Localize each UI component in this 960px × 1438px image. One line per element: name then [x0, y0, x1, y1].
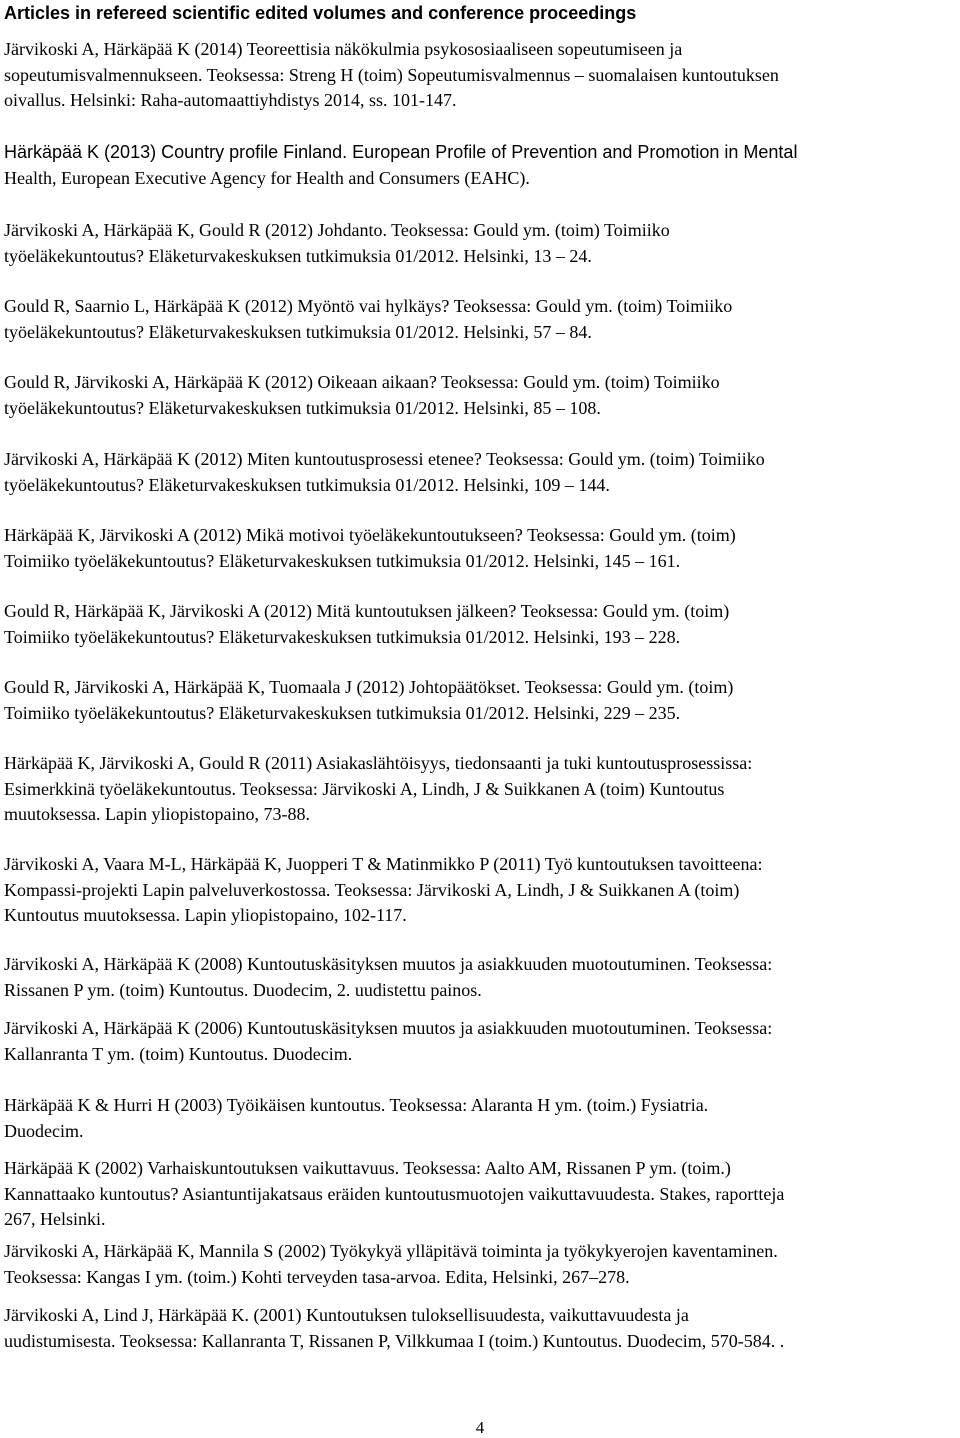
- section-heading: Articles in refereed scientific edited volumes and conference proceedings: [4, 3, 637, 23]
- reference-line: työeläkekuntoutus? Eläketurvakeskuksen tutkimuksia 01/2012. Helsinki, 109 – 144.: [4, 474, 610, 495]
- reference-line: Härkäpää K & Hurri H (2003) Työikäisen kuntoutus. Teoksessa: Alaranta H ym. (toim.) Fysiatria.: [4, 1095, 709, 1115]
- reference-entry: [4, 218, 670, 269]
- reference-entry: [4, 599, 729, 650]
- reference-line: Esimerkkinä työeläkekuntoutus. Teoksessa: Järvikoski A, Lindh, J & Suikkanen A (toim) Kuntoutus: [4, 778, 725, 799]
- reference-line: oivallus. Helsinki: Raha-automaattiyhdistys 2014, ss. 101-147.: [4, 90, 457, 110]
- reference-entry: [4, 852, 762, 929]
- reference-entry: [4, 447, 765, 498]
- page-number: 4: [475, 1418, 485, 1437]
- reference-line: Härkäpää K (2013) Country profile Finland. European Profile of Prevention and Promotion in Mental: [4, 142, 798, 162]
- document-page: [4, 0, 954, 1351]
- reference-line: 267, Helsinki.: [4, 1209, 106, 1229]
- reference-entry: [4, 1016, 772, 1067]
- reference-line: Härkäpää K, Järvikoski A, Gould R (2011) Asiakaslähtöisyys, tiedonsaanti ja tuki kuntoutusprosessissa:: [4, 753, 753, 773]
- reference-entry: [4, 523, 736, 574]
- reference-line: Järvikoski A, Härkäpää K (2014) Teoreettisia näkökulmia psykososiaaliseen sopeutumiseen ja: [4, 39, 683, 59]
- reference-line: Järvikoski A, Härkäpää K (2008) Kuntoutuskäsityksen muutos ja asiakkuuden muotoutuminen. Teoksessa:: [4, 954, 773, 974]
- reference-line: Toimiiko työeläkekuntoutus? Eläketurvakeskuksen tutkimuksia 01/2012. Helsinki, 145 – 161.: [4, 550, 681, 571]
- reference-line: Järvikoski A, Vaara M-L, Härkäpää K, Juopperi T & Matinmikko P (2011) Työ kuntoutuksen tavoitteena:: [4, 854, 763, 874]
- reference-entry: [4, 675, 733, 726]
- reference-entry: [4, 37, 779, 114]
- reference-line: Gould R, Saarnio L, Härkäpää K (2012) Myöntö vai hylkäys? Teoksessa: Gould ym. (toim) Toimiiko: [4, 296, 733, 316]
- reference-line: Härkäpää K (2002) Varhaiskuntoutuksen vaikuttavuus. Teoksessa: Aalto AM, Rissanen P ym. (toim.): [4, 1158, 731, 1178]
- reference-line: Health, European Executive Agency for Health and Consumers (EAHC).: [4, 167, 530, 188]
- reference-line: Gould R, Härkäpää K, Järvikoski A (2012) Mitä kuntoutuksen jälkeen? Teoksessa: Gould ym. (toim): [4, 601, 730, 621]
- reference-line: Toimiiko työeläkekuntoutus? Eläketurvakeskuksen tutkimuksia 01/2012. Helsinki, 229 – 235.: [4, 702, 681, 723]
- reference-line: muutoksessa. Lapin yliopistopaino, 73-88.: [4, 804, 310, 824]
- reference-line: Järvikoski A, Lind J, Härkäpää K. (2001) Kuntoutuksen tuloksellisuudesta, vaikuttavuudesta ja: [4, 1305, 689, 1325]
- reference-line: työeläkekuntoutus? Eläketurvakeskuksen tutkimuksia 01/2012. Helsinki, 13 – 24.: [4, 245, 592, 266]
- reference-line: Gould R, Järvikoski A, Härkäpää K (2012) Oikeaan aikaan? Teoksessa: Gould ym. (toim) Toimiiko: [4, 372, 720, 392]
- reference-line: Järvikoski A, Härkäpää K, Mannila S (2002) Työkykyä ylläpitävä toiminta ja työkykyerojen kaventaminen.: [4, 1241, 778, 1261]
- reference-line: Kuntoutus muutoksessa. Lapin yliopistopaino, 102-117.: [4, 905, 407, 925]
- reference-line: työeläkekuntoutus? Eläketurvakeskuksen tutkimuksia 01/2012. Helsinki, 57 – 84.: [4, 321, 592, 342]
- reference-entry: [4, 751, 752, 828]
- reference-entry: [4, 370, 720, 421]
- reference-line: Järvikoski A, Härkäpää K, Gould R (2012) Johdanto. Teoksessa: Gould ym. (toim) Toimiiko: [4, 220, 670, 240]
- reference-entry: [4, 294, 732, 345]
- reference-entry: [4, 952, 772, 1003]
- reference-line: Järvikoski A, Härkäpää K (2006) Kuntoutuskäsityksen muutos ja asiakkuuden muotoutuminen. Teoksessa:: [4, 1018, 773, 1038]
- reference-line: Toimiiko työeläkekuntoutus? Eläketurvakeskuksen tutkimuksia 01/2012. Helsinki, 193 – 228.: [4, 626, 681, 647]
- reference-line: Kallanranta T ym. (toim) Kuntoutus. Duodecim.: [4, 1043, 353, 1064]
- reference-line: Järvikoski A, Härkäpää K (2012) Miten kuntoutusprosessi etenee? Teoksessa: Gould ym. (toim) Toimiiko: [4, 449, 765, 469]
- reference-entry: [4, 1239, 778, 1290]
- reference-line: Härkäpää K, Järvikoski A (2012) Mikä motivoi työeläkekuntoutukseen? Teoksessa: Gould ym. (toim): [4, 525, 736, 545]
- reference-line: Duodecim.: [4, 1120, 84, 1141]
- reference-entry: [4, 140, 797, 191]
- reference-line: sopeutumisvalmennukseen. Teoksessa: Streng H (toim) Sopeutumisvalmennus – suomalaisen kuntoutuksen: [4, 64, 779, 85]
- reference-line: Kompassi-projekti Lapin palveluverkostossa. Teoksessa: Järvikoski A, Lindh, J & Suikkanen A (toim): [4, 879, 740, 900]
- reference-line: Kannattaako kuntoutus? Asiantuntijakatsaus eräiden kuntoutusmuotojen vaikuttavuudesta. Stakes, raportteja: [4, 1183, 785, 1204]
- reference-line: työeläkekuntoutus? Eläketurvakeskuksen tutkimuksia 01/2012. Helsinki, 85 – 108.: [4, 397, 601, 418]
- reference-line: Teoksessa: Kangas I ym. (toim.) Kohti terveyden tasa-arvoa. Edita, Helsinki, 267–278.: [4, 1266, 630, 1287]
- reference-entry: [4, 1156, 784, 1233]
- reference-line: Gould R, Järvikoski A, Härkäpää K, Tuomaala J (2012) Johtopäätökset. Teoksessa: Gould ym. (toim): [4, 677, 734, 697]
- reference-line: Rissanen P ym. (toim) Kuntoutus. Duodecim, 2. uudistettu painos.: [4, 979, 482, 1000]
- reference-entry: [4, 1303, 784, 1354]
- reference-entry: [4, 1093, 708, 1144]
- reference-line: uudistumisesta. Teoksessa: Kallanranta T, Rissanen P, Vilkkumaa I (toim.) Kuntoutus. Duodecim, 570-584. .: [4, 1330, 785, 1351]
